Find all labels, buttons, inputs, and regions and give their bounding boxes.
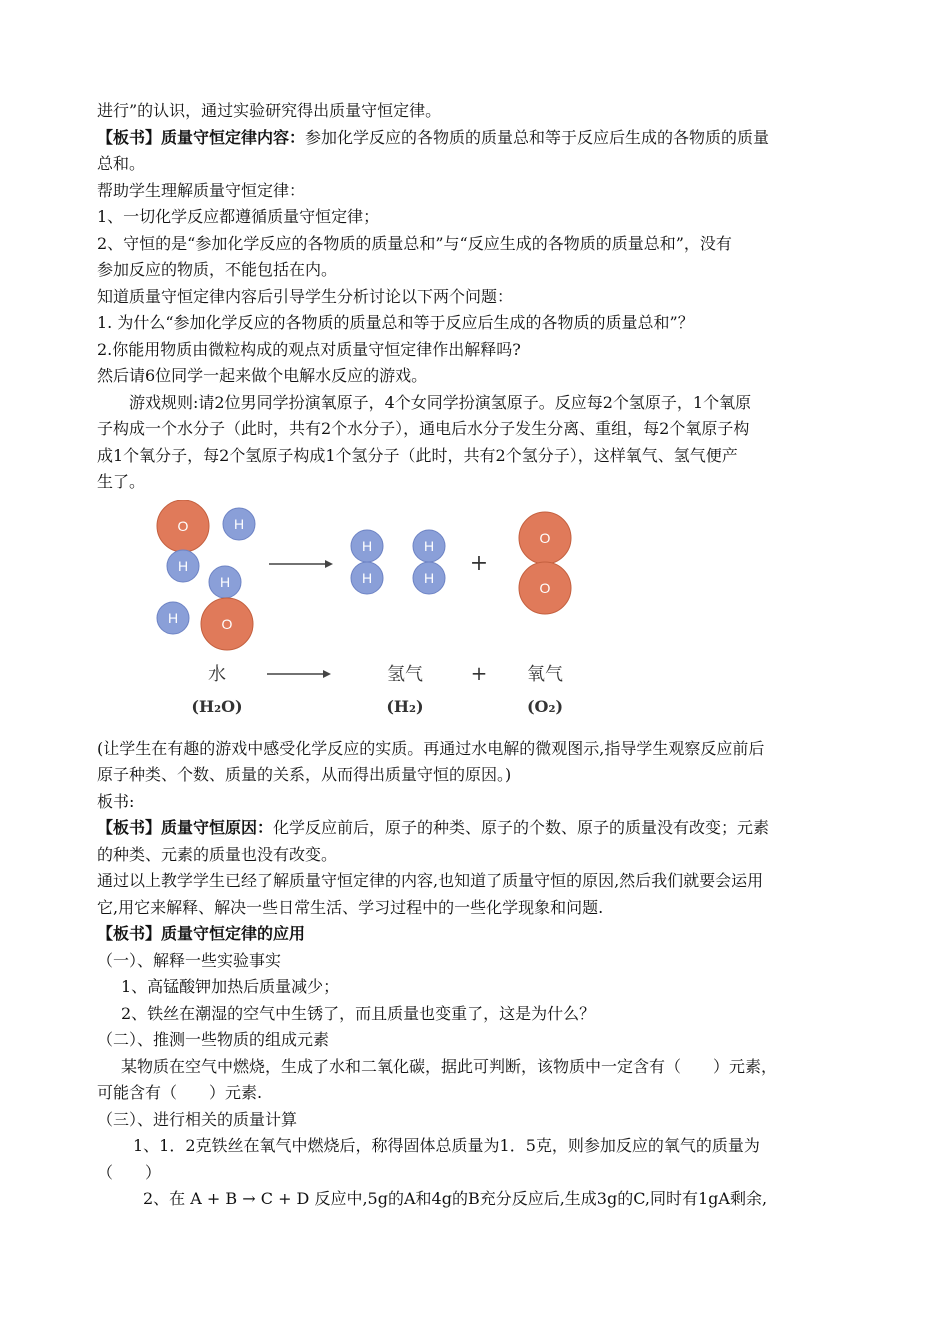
arrow-head [325, 560, 333, 568]
atom-label: O [539, 529, 551, 546]
plus-sign: + [469, 550, 489, 576]
label-water: 水 [208, 663, 226, 685]
text-line: 2、守恒的是“参加化学反应的各物质的质量总和”与“反应生成的各物质的质量总和”，没有 [97, 233, 732, 253]
document-page [97, 98, 867, 1213]
atom-label: H [361, 569, 373, 586]
question-2: 2.你能用物质由微粒构成的观点对质量守恒定律作出解释吗? [97, 339, 521, 359]
list-item: 2、铁丝在潮湿的空气中生锈了，而且质量也变重了，这是为什么？ [121, 1003, 596, 1023]
text-line: 的种类、元素的质量也没有改变。 [97, 844, 338, 864]
text-line: 原子种类、个数、质量的关系，从而得出质量守恒的原因。) [97, 765, 512, 784]
text-line: (让学生在有趣的游戏中感受化学反应的实质。再通过水电解的微观图示,指导学生观察反应前后 [97, 738, 765, 758]
text-line: 成1个氧分子，每2个氢原子构成1个氢分子（此时，共有2个氢分子），这样氧气、氢气便产 [97, 445, 738, 465]
atom-label: H [423, 569, 435, 586]
board-text: 参加化学反应的各物质的质量总和等于反应后生成的各物质的质量 [305, 127, 770, 147]
text-line: 子构成一个水分子（此时，共有2个水分子），通电后水分子发生分离、重组，每2个氧原子构 [97, 419, 750, 438]
board-tag: 【板书】 [97, 924, 162, 943]
game-rules: 游戏规则:请2位男同学扮演氧原子，4个女同学扮演氢原子。反应每2个氢原子，1个氧原 [129, 392, 752, 412]
plus-sign: + [470, 660, 488, 685]
board-heading: 质量守恒原因： [161, 818, 274, 837]
arrow-head [323, 670, 331, 678]
text-line: （ ） [97, 1162, 162, 1182]
text-line: 进行”的认识，通过实验研究得出质量守恒定律。 [97, 101, 442, 120]
board-text: 化学反应前后，原子的种类、原子的个数、原子的质量没有改变；元素 [273, 818, 770, 837]
water-electrolysis-diagram [147, 500, 587, 732]
formula-hydrogen: (H₂) [386, 696, 424, 716]
diagram-svg [147, 500, 587, 732]
text-line: 生了。 [97, 472, 146, 491]
atom-label: H [361, 537, 373, 554]
text-line: 然后请6位同学一起来做个电解水反应的游戏。 [97, 366, 428, 385]
text-line: 参加反应的物质，不能包括在内。 [97, 260, 338, 279]
label-oxygen: 氧气 [527, 663, 563, 685]
text-line: 通过以上教学学生已经了解质量守恒定律的内容,也知道了质量守恒的原因,然后我们就要会运用 [97, 871, 764, 890]
board-tag: 【板书】 [97, 818, 162, 837]
atom-label: O [539, 579, 551, 596]
exercise-text: 某物质在空气中燃烧，生成了水和二氧化碳，据此可判断，该物质中一定含有（ ）元素， [121, 1056, 778, 1076]
atom-label: O [177, 517, 189, 534]
list-item: 1、高锰酸钾加热后质量减少； [121, 977, 340, 996]
atom-label: O [221, 615, 233, 632]
text-line: 它,用它来解释、解决一些日常生活、学习过程中的一些化学现象和问题. [97, 897, 604, 917]
text-line: 知道质量守恒定律内容后引导学生分析讨论以下两个问题： [97, 286, 514, 306]
label-hydrogen: 氢气 [387, 663, 423, 685]
question-1: 1. 为什么“参加化学反应的各物质的质量总和等于反应后生成的各物质的质量总和”？ [97, 313, 694, 332]
exercise-text: 2、在 A + B → C + D 反应中,5g的A和4g的B充分反应后,生成3g的C,同时有1gA剩余, [143, 1189, 768, 1208]
board-note-application [97, 921, 867, 948]
atom-label: H [423, 537, 435, 554]
atom-label: H [233, 515, 245, 532]
formula-oxygen: (O₂) [526, 696, 564, 716]
atom-label: H [219, 573, 231, 590]
board-note-reason [97, 815, 867, 842]
text-line: 帮助学生理解质量守恒定律： [97, 180, 306, 200]
section-heading: （一）、解释一些实验事实 [97, 950, 282, 970]
atom-label: H [167, 609, 179, 626]
formula-water: (H₂O) [191, 696, 243, 716]
board-heading: 质量守恒定律内容： [161, 127, 306, 147]
text-line: 1、一切化学反应都遵循质量守恒定律； [97, 207, 380, 226]
text-line: 可能含有（ ）元素. [97, 1083, 263, 1102]
board-tag: 【板书】 [97, 127, 162, 147]
board-note-content [97, 125, 867, 152]
exercise-text: 1、1．2克铁丝在氧气中燃烧后，称得固体总质量为1．5克，则参加反应的氧气的质量为 [133, 1136, 760, 1155]
text-line: 板书: [97, 791, 135, 811]
section-heading: （三）、进行相关的质量计算 [97, 1109, 298, 1129]
atom-label: H [177, 557, 189, 574]
text-line: 总和。 [97, 154, 146, 173]
board-heading: 质量守恒定律的应用 [161, 924, 306, 943]
section-heading: （二）、推测一些物质的组成元素 [97, 1030, 330, 1049]
